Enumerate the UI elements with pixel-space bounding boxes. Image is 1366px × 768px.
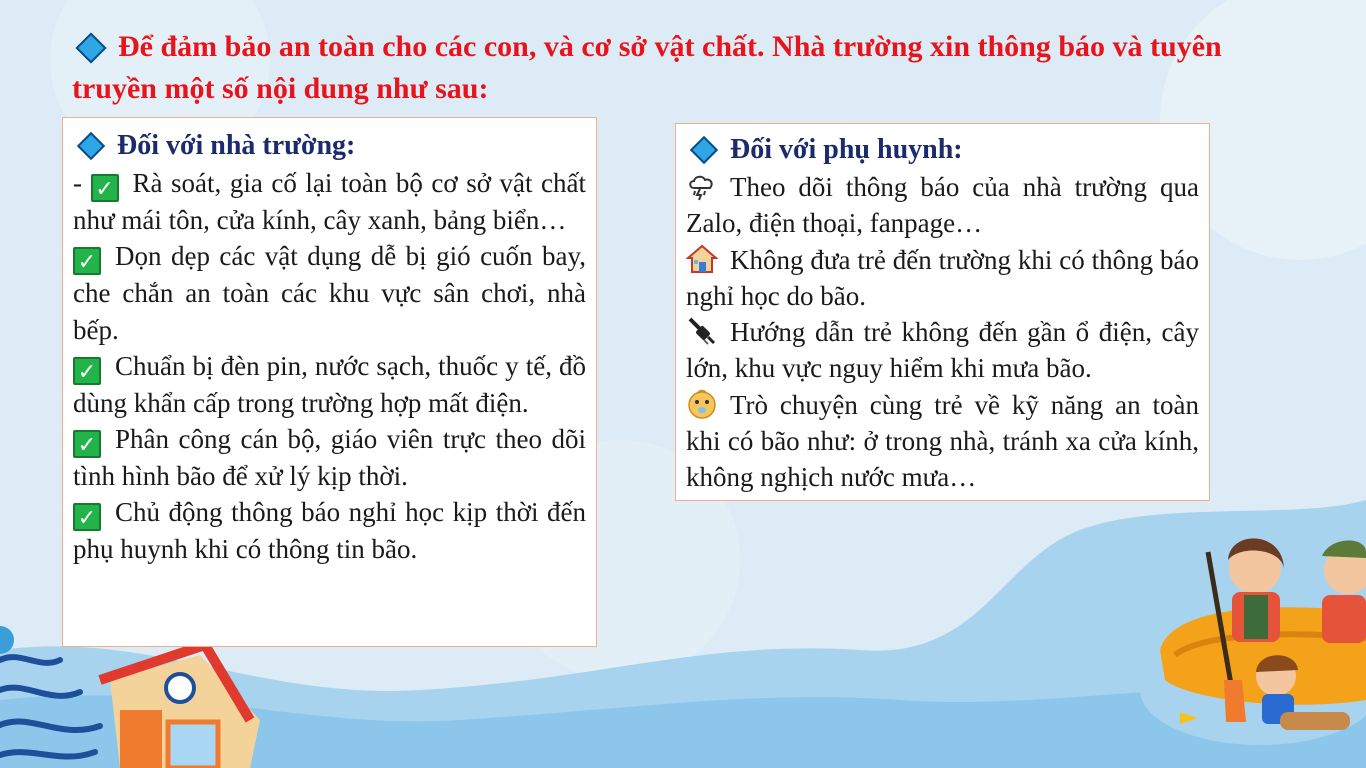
school-item-text: Dọn dẹp các vật dụng dễ bị gió cuốn bay, che chắn an toàn các khu vực sân chơi, nhà bếp. xyxy=(73,241,586,345)
list-item xyxy=(686,169,1199,242)
check-mark-icon: ✓ xyxy=(73,357,101,385)
parents-heading xyxy=(686,132,1199,168)
parents-heading-text: Đối với phụ huynh: xyxy=(730,134,963,165)
house-icon xyxy=(686,243,718,275)
list-item xyxy=(73,165,586,238)
parents-item-text: Theo dõi thông báo của nhà trường qua Zalo, điện thoại, fanpage… xyxy=(686,172,1199,239)
school-heading xyxy=(73,128,586,164)
list-item xyxy=(686,242,1199,315)
diamond-bullet-icon xyxy=(77,132,105,160)
list-item xyxy=(73,494,586,567)
school-heading-text: Đối với nhà trường: xyxy=(117,130,356,161)
page-title xyxy=(72,26,1232,110)
school-item-text: Chủ động thông báo nghỉ học kịp thời đến phụ huynh khi có thông tin bão. xyxy=(73,497,586,565)
check-mark-icon: ✓ xyxy=(91,174,119,202)
child-face-icon xyxy=(686,388,718,420)
school-panel xyxy=(62,117,597,647)
list-item xyxy=(73,348,586,421)
school-item-text: Phân công cán bộ, giáo viên trực theo dõi tình hình bão để xử lý kịp thời. xyxy=(73,424,586,492)
parents-panel xyxy=(675,123,1210,501)
storm-cloud-icon xyxy=(686,170,718,202)
parents-item-text: Không đưa trẻ đến trường khi có thông báo nghỉ học do bão. xyxy=(686,244,1199,311)
list-item xyxy=(73,238,586,348)
electric-plug-icon xyxy=(686,315,718,347)
dash-prefix: - xyxy=(73,168,91,198)
parents-item-text: Trò chuyện cùng trẻ về kỹ năng an toàn khi có bão như: ở trong nhà, tránh xa cửa kính, không nghịch nước mưa… xyxy=(686,389,1199,493)
school-item-text: Chuẩn bị đèn pin, nước sạch, thuốc y tế, đồ dùng khẩn cấp trong trường hợp mất điện. xyxy=(73,350,586,418)
check-mark-icon: ✓ xyxy=(73,247,101,275)
title-text: Để đảm bảo an toàn cho các con, và cơ sở vật chất. Nhà trường xin thông báo và tuyên truyền một số nội dung như sau: xyxy=(72,30,1222,105)
list-item xyxy=(686,387,1199,496)
school-item-text: Rà soát, gia cố lại toàn bộ cơ sở vật chất như mái tôn, cửa kính, cây xanh, bảng biển… xyxy=(73,168,586,235)
check-mark-icon: ✓ xyxy=(73,503,101,531)
parents-item-text: Hướng dẫn trẻ không đến gần ổ điện, cây lớn, khu vực nguy hiểm khi mưa bão. xyxy=(686,317,1199,384)
diamond-bullet-icon xyxy=(75,32,106,63)
diamond-bullet-icon xyxy=(690,136,718,164)
list-item xyxy=(73,421,586,494)
list-item xyxy=(686,314,1199,387)
check-mark-icon: ✓ xyxy=(73,430,101,458)
